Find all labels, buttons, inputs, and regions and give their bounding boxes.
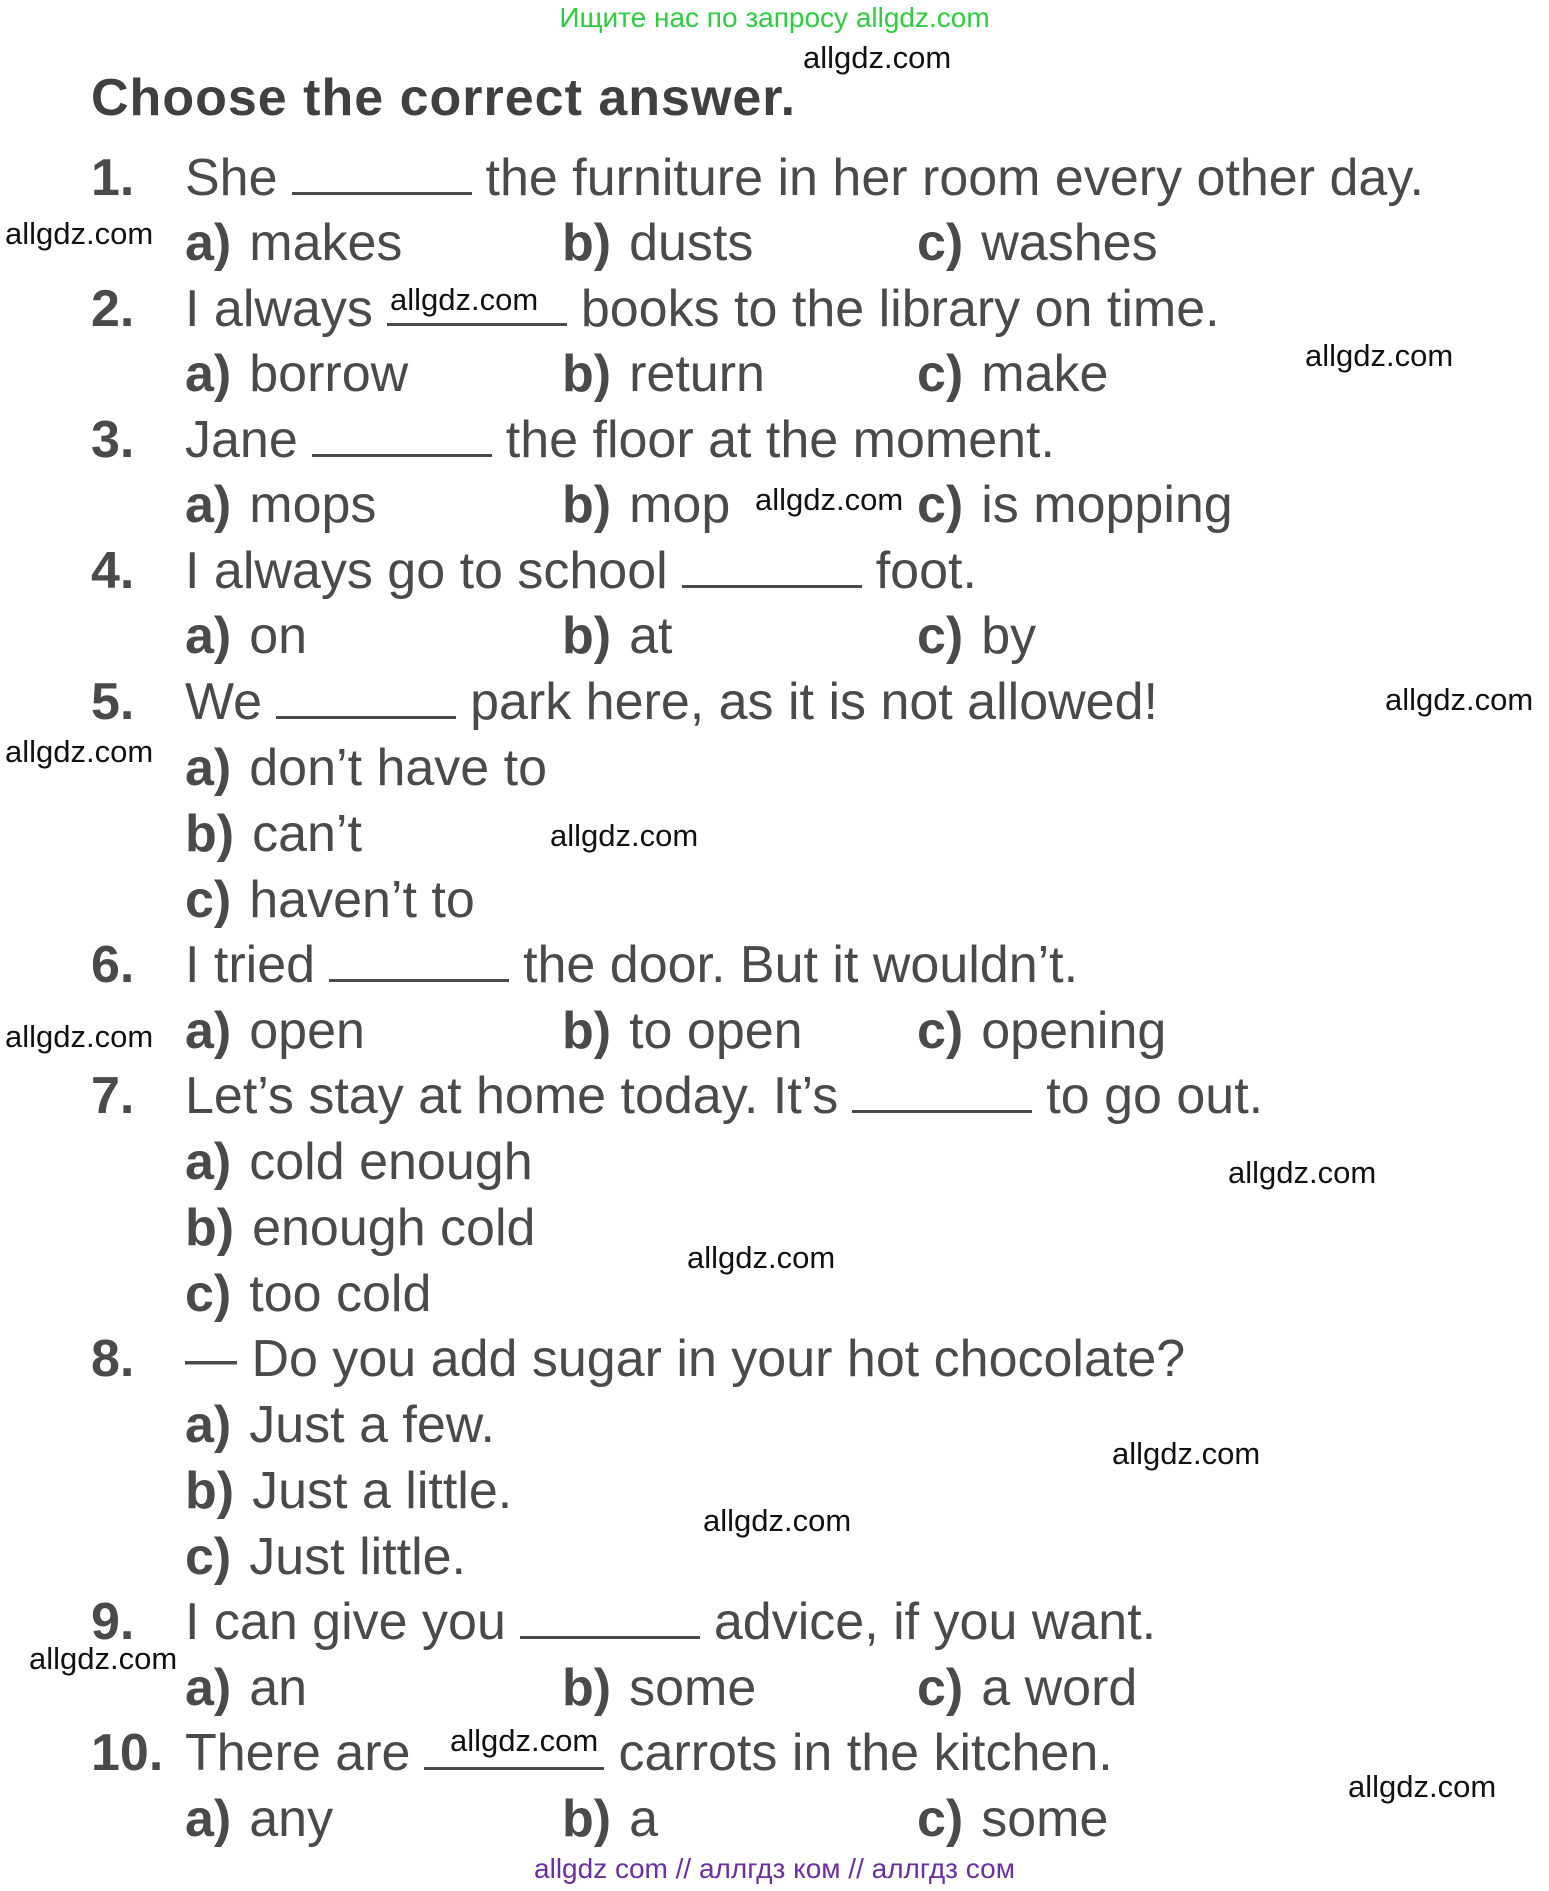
option-c [917,344,1108,404]
option-letter: a) [185,1133,232,1191]
question-text [185,1723,1113,1783]
option-a [185,738,547,798]
option-text: make [981,345,1109,403]
answer-blank [520,1596,700,1639]
watermark-text: allgdz.com [803,40,952,75]
watermark-text: allgdz.com [450,1723,599,1758]
watermark-text: allgdz.com [755,482,904,517]
option-text: borrow [249,345,409,403]
option-c [185,1527,466,1587]
watermark-text: allgdz.com [1228,1155,1377,1190]
watermark-text: allgdz.com [5,1019,154,1054]
option-a [185,344,408,404]
option-text: any [249,1790,334,1848]
answer-blank [852,1070,1032,1113]
watermark-text: allgdz.com [5,734,154,769]
option-letter: a) [185,1659,232,1717]
question-text-before: Jane [185,411,298,469]
question-text [185,672,1158,732]
question-text-before: Let’s stay at home today. It’s [185,1067,839,1125]
option-a [185,1132,533,1192]
question-text-before: I can give you [185,1593,506,1651]
answer-blank [682,545,862,588]
option-text: at [629,607,673,665]
option-letter: a) [185,476,232,534]
question-text-before: I always go to school [185,542,668,600]
question-text [185,1592,1156,1652]
option-c [917,606,1036,666]
watermark-text: allgdz.com [390,282,539,317]
option-letter: a) [185,1002,232,1060]
option-letter: b) [562,1790,612,1848]
question-number: 3. [91,411,135,469]
option-a [185,1789,333,1849]
option-letter: a) [185,607,232,665]
watermark-text: allgdz.com [5,216,154,251]
option-c [917,1658,1137,1718]
option-letter: a) [185,345,232,403]
watermark-text: allgdz.com [1112,1436,1261,1471]
question-text-after: books to the library on time. [580,280,1220,338]
option-letter: b) [185,1462,235,1520]
option-c [185,1264,431,1324]
option-letter: b) [185,805,235,863]
option-a [185,1658,307,1718]
option-letter: a) [185,214,232,272]
answer-blank [292,152,472,195]
option-text: mops [249,476,377,534]
answer-blank [312,414,492,457]
option-b [562,475,730,535]
option-letter: b) [185,1199,235,1257]
option-text: some [981,1790,1109,1848]
option-letter: a) [185,739,232,797]
option-text: an [249,1659,308,1717]
question-text-after: the floor at the moment. [505,411,1055,469]
option-letter: c) [917,1659,964,1717]
option-letter: b) [562,1659,612,1717]
option-a [185,1395,495,1455]
option-c [917,1789,1108,1849]
option-text: too cold [249,1265,432,1323]
option-text: Just a few. [249,1396,495,1454]
option-letter: c) [185,871,232,929]
option-b [185,1198,535,1258]
answer-blank [276,676,456,719]
question-text-before: — Do you add sugar in your hot chocolate? [185,1330,1186,1388]
option-text: return [629,345,765,403]
question-number: 1. [91,149,135,207]
option-letter: c) [917,214,964,272]
question-number: 10. [91,1724,164,1782]
question-number: 8. [91,1330,135,1388]
option-text: cold enough [249,1133,533,1191]
option-c [917,475,1233,535]
question-number: 2. [91,280,135,338]
watermark-text: allgdz.com [1385,682,1534,717]
option-b [185,804,362,864]
option-text: can’t [252,805,362,863]
question-text-after: carrots in the kitchen. [618,1724,1113,1782]
option-letter: c) [917,476,964,534]
option-letter: a) [185,1790,232,1848]
question-text-before: I tried [185,936,316,994]
option-c [917,213,1158,273]
page-title: Choose the correct answer. [91,69,797,127]
option-b [562,344,765,404]
option-letter: c) [917,1002,964,1060]
option-letter: c) [185,1265,232,1323]
question-text [185,541,977,601]
option-a [185,606,307,666]
answer-blank [329,939,509,982]
option-text: by [981,607,1037,665]
option-text: is mopping [981,476,1233,534]
option-text: a [629,1790,659,1848]
option-text: to open [629,1002,803,1060]
question-text-before: We [185,673,263,731]
option-letter: b) [562,214,612,272]
option-text: Just little. [249,1528,466,1586]
option-b [185,1461,512,1521]
watermark-text: allgdz.com [1305,338,1454,373]
question-text [185,1329,1185,1389]
option-letter: b) [562,476,612,534]
option-text: don’t have to [249,739,548,797]
option-text: dusts [629,214,754,272]
option-b [562,1658,756,1718]
option-text: on [249,607,308,665]
question-text-before: I always [185,280,373,338]
watermark-text: allgdz.com [29,1641,178,1676]
option-letter: b) [562,345,612,403]
watermark-text: allgdz.com [1348,1769,1497,1804]
question-number: 6. [91,936,135,994]
question-text-after: foot. [875,542,977,600]
option-letter: c) [917,1790,964,1848]
question-text-after: park here, as it is not allowed! [470,673,1158,731]
question-text [185,279,1220,339]
option-c [185,870,475,930]
option-text: some [629,1659,757,1717]
option-text: mop [629,476,731,534]
option-text: open [249,1002,365,1060]
option-a [185,1001,365,1061]
option-text: makes [249,214,403,272]
option-text: a word [981,1659,1138,1717]
option-text: Just a little. [252,1462,513,1520]
option-letter: c) [185,1528,232,1586]
option-text: opening [981,1002,1167,1060]
question-text-after: the door. But it wouldn’t. [523,936,1079,994]
question-text [185,410,1055,470]
question-text-after: to go out. [1046,1067,1264,1125]
question-number: 9. [91,1593,135,1651]
option-text: haven’t to [249,871,475,929]
watermark-text: allgdz.com [703,1503,852,1538]
question-text [185,935,1078,995]
question-text [185,1066,1263,1126]
top-promo-text: Ищите нас по запросу allgdz.com [559,2,990,33]
question-text-after: advice, if you want. [713,1593,1157,1651]
question-text-before: There are [185,1724,411,1782]
question-number: 7. [91,1067,135,1125]
option-text: washes [981,214,1158,272]
option-a [185,475,376,535]
option-b [562,1789,658,1849]
watermark-text: allgdz.com [550,818,699,853]
option-b [562,606,672,666]
option-text: enough cold [252,1199,536,1257]
question-number: 5. [91,673,135,731]
option-c [917,1001,1166,1061]
option-a [185,213,402,273]
option-b [562,213,753,273]
option-letter: a) [185,1396,232,1454]
option-letter: b) [562,607,612,665]
option-letter: c) [917,345,964,403]
footer-text: allgdz com // аллгдз ком // аллгдз сом [534,1853,1015,1884]
option-b [562,1001,803,1061]
option-letter: c) [917,607,964,665]
watermark-text: allgdz.com [687,1240,836,1275]
question-text [185,148,1424,208]
question-number: 4. [91,542,135,600]
option-letter: b) [562,1002,612,1060]
question-text-before: She [185,149,278,207]
question-text-after: the furniture in her room every other day. [485,149,1424,207]
